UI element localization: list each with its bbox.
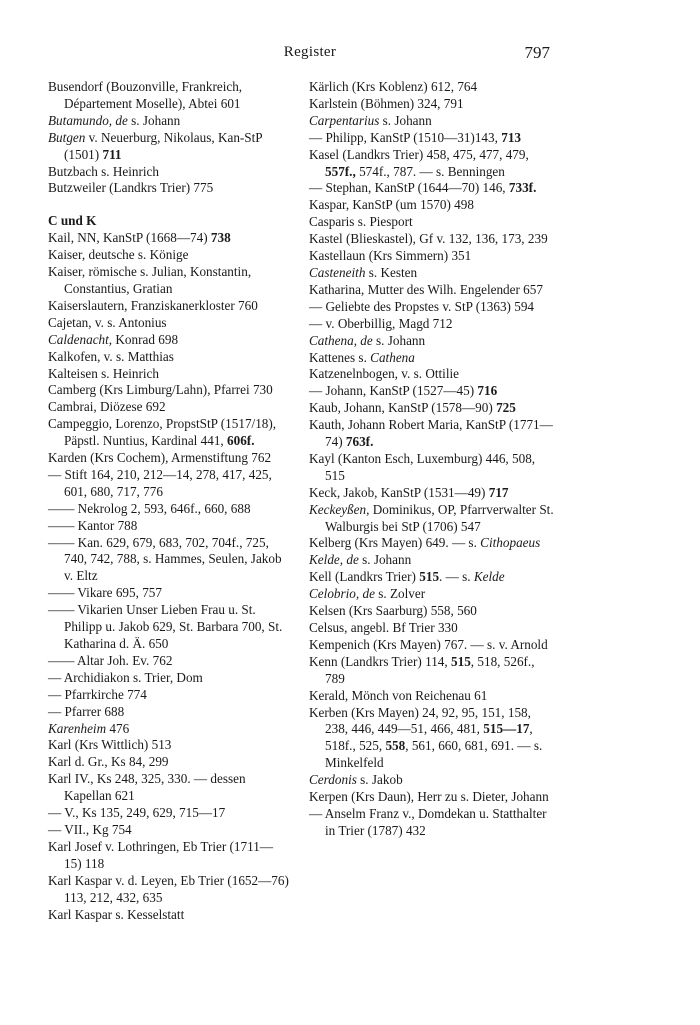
index-entry: Kelde, de s. Johann <box>309 552 412 568</box>
index-entry: Keck, Jakob, KanStP (1531—49) 717 <box>309 484 509 500</box>
right-column <box>309 79 554 840</box>
index-entry: —— Vikare 695, 757 <box>48 585 162 601</box>
index-entry: Karden (Krs Cochem), Armenstiftung 762 <box>48 450 272 466</box>
index-entry: Karl Kaspar s. Kesselstatt <box>48 906 185 922</box>
index-entry: Karl IV., Ks 248, 325, 330. — dessen Kapellan 621 <box>48 771 246 804</box>
index-entry: Kaub, Johann, KanStP (1578—90) 725 <box>309 400 516 416</box>
page-header <box>0 44 700 68</box>
index-entry: Kelsen (Krs Saarburg) 558, 560 <box>309 603 477 619</box>
index-entry: — Stephan, KanStP (1644—70) 146, 733f. <box>309 180 537 196</box>
index-entry: Karl Josef v. Lothringen, Eb Trier (1711—15) 118 <box>48 838 274 871</box>
running-title: Register <box>283 44 337 60</box>
index-entry: —— Altar Joh. Ev. 762 <box>48 652 173 668</box>
index-entry: Busendorf (Bouzonville, Frankreich, Département Moselle), Abtei 601 <box>48 79 243 111</box>
index-entry: — Pfarrkirche 774 <box>48 686 147 702</box>
index-entry: Kaiserslautern, Franziskanerkloster 760 <box>48 297 258 313</box>
index-entry: — v. Oberbillig, Magd 712 <box>309 315 453 331</box>
section-gap <box>48 197 290 213</box>
index-entry: Kalkofen, v. s. Matthias <box>48 348 174 364</box>
index-entry: — Johann, KanStP (1527—45) 716 <box>309 383 498 399</box>
index-entry: Kenn (Landkrs Trier) 114, 515, 518, 526f., 789 <box>309 653 535 686</box>
index-entry: Casteneith s. Kesten <box>309 264 418 280</box>
section-heading: C und K <box>48 213 97 229</box>
index-entry: —— Kantor 788 <box>48 517 138 533</box>
index-entry: Butzbach s. Heinrich <box>48 163 159 179</box>
index-entry: Karlstein (Böhmen) 324, 791 <box>309 95 464 111</box>
page-number: 797 <box>524 43 550 62</box>
index-entry: Butamundo, de s. Johann <box>48 112 181 128</box>
index-entry: Butgen v. Neuerburg, Nikolaus, Kan-StP (1501) 711 <box>48 129 263 162</box>
index-entry: Cathena, de s. Johann <box>309 332 426 348</box>
index-entry: — Archidiakon s. Trier, Dom <box>48 669 203 685</box>
index-entry: Cambrai, Diözese 692 <box>48 399 166 415</box>
index-entry: Cajetan, v. s. Antonius <box>48 314 167 330</box>
index-entry: — Stift 164, 210, 212—14, 278, 417, 425, 601, 680, 717, 776 <box>48 466 272 499</box>
index-entry: Kempenich (Krs Mayen) 767. — s. v. Arnold <box>309 636 548 652</box>
index-entry: — Philipp, KanStP (1510—31)143, 713 <box>309 129 521 145</box>
index-entry: Kell (Landkrs Trier) 515. — s. Kelde <box>309 569 505 585</box>
index-entry: Kasel (Landkrs Trier) 458, 475, 477, 479, 557f., 574f., 787. — s. Benningen <box>309 146 529 179</box>
index-entry: Kaiser, deutsche s. Könige <box>48 247 189 263</box>
index-entry: Katzenelnbogen, v. s. Ottilie <box>309 366 460 382</box>
index-entry: — Pfarrer 688 <box>48 703 125 719</box>
index-entry: Karl Kaspar v. d. Leyen, Eb Trier (1652—76) 113, 212, 432, 635 <box>48 872 289 905</box>
index-entry: Kaspar, KanStP (um 1570) 498 <box>309 197 474 213</box>
index-entry: Casparis s. Piesport <box>309 214 413 230</box>
index-entry: Keckeyßen, Dominikus, OP, Pfarrverwalter St. Walburgis bei StP (1706) 547 <box>309 501 554 534</box>
index-entry: Karl d. Gr., Ks 84, 299 <box>48 754 169 770</box>
index-entry: — Anselm Franz v., Domdekan u. Statthalter in Trier (1787) 432 <box>309 805 547 838</box>
index-entry: Camberg (Krs Limburg/Lahn), Pfarrei 730 <box>48 382 273 398</box>
index-entry: Celsus, angebl. Bf Trier 330 <box>309 620 458 635</box>
index-entry: Butzweiler (Landkrs Trier) 775 <box>48 180 214 196</box>
index-entry: Kastel (Blieskastel), Gf v. 132, 136, 173, 239 <box>309 231 548 247</box>
index-entry: Caldenacht, Konrad 698 <box>48 331 179 347</box>
index-entry: Kerpen (Krs Daun), Herr zu s. Dieter, Johann <box>309 789 549 805</box>
index-entry: Katharina, Mutter des Wilh. Engelender 657 <box>309 281 543 297</box>
index-entry: Kattenes s. Cathena <box>309 349 415 365</box>
index-entry: Carpentarius s. Johann <box>309 112 432 128</box>
index-entry: Karl (Krs Wittlich) 513 <box>48 737 172 753</box>
index-entry: —— Nekrolog 2, 593, 646f., 660, 688 <box>48 500 251 516</box>
index-entry: Kaiser, römische s. Julian, Konstantin, Constantius, Gratian <box>48 264 252 296</box>
index-entry: Kerald, Mönch von Reichenau 61 <box>309 687 488 703</box>
index-entry: —— Kan. 629, 679, 683, 702, 704f., 725, 740, 742, 788, s. Hammes, Seulen, Jakob v. Eltz <box>48 534 282 584</box>
index-entry: —— Vikarien Unser Lieben Frau u. St. Philipp u. Jakob 629, St. Barbara 700, St. Katharina d. Ä. 650 <box>48 602 283 651</box>
index-entry: Kalteisen s. Heinrich <box>48 365 159 381</box>
index-entry: Karenheim 476 <box>48 720 130 736</box>
index-entry: Kerben (Krs Mayen) 24, 92, 95, 151, 158, 238, 446, 449—51, 466, 481, 515—17, 518f., 525, 558, 561, 660, 681, 691. — s. Minkelfeld <box>309 704 543 771</box>
index-entry: — V., Ks 135, 249, 629, 715—17 <box>48 805 226 821</box>
index-entry: — VII., Kg 754 <box>48 821 132 837</box>
index-entry: — Geliebte des Propstes v. StP (1363) 594 <box>309 298 535 314</box>
index-entry: Kastellaun (Krs Simmern) 351 <box>309 248 472 264</box>
index-entry: Kauth, Johann Robert Maria, KanStP (1771—74) 763f. <box>309 417 553 450</box>
index-entry: Kärlich (Krs Koblenz) 612, 764 <box>309 79 478 94</box>
index-entry: Celobrio, de s. Zolver <box>309 586 426 602</box>
index-entry: Kayl (Kanton Esch, Luxemburg) 446, 508, 515 <box>309 450 536 483</box>
index-entry: Cerdonis s. Jakob <box>309 772 403 788</box>
index-entry: Kail, NN, KanStP (1668—74) 738 <box>48 230 231 246</box>
index-entry: Kelberg (Krs Mayen) 649. — s. Cithopaeus <box>309 535 541 551</box>
index-entry: Campeggio, Lorenzo, PropstStP (1517/18), Päpstl. Nuntius, Kardinal 441, 606f. <box>48 416 277 449</box>
left-column <box>48 79 290 923</box>
